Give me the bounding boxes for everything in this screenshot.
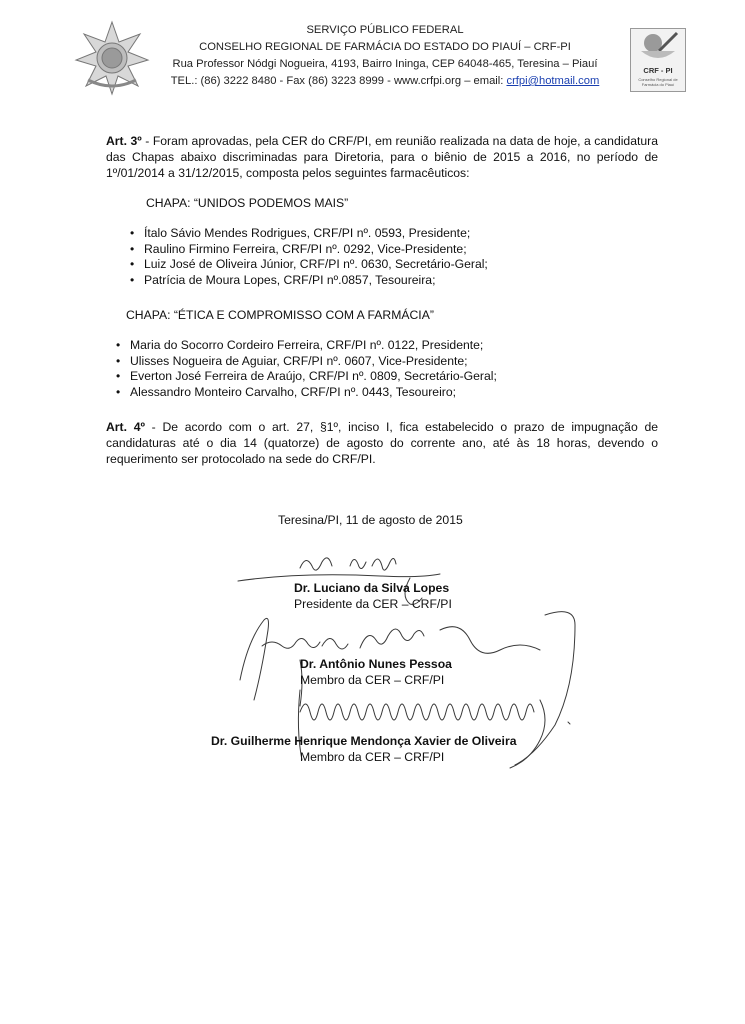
date-line: Teresina/PI, 11 de agosto de 2015 [278,513,463,527]
article-3-text: - Foram aprovadas, pela CER do CRF/PI, em reunião realizada na data de hoje, a candidatura das Chapas abaixo discriminadas para Diretoria, para o biênio de 2015 a 2016, no período de 1º/01/2014 a 31/12/2015, composta pelos seguintes farmacêuticos: [106,134,658,180]
signer-3-role: Membro da CER – CRF/PI [300,750,445,764]
header-contact: TEL.: (86) 3222 8480 - Fax (86) 3223 8999 - www.crfpi.org – email: [170,75,507,87]
logo-subtitle: Conselho Regional de Farmácia do Piauí [638,77,678,87]
email-link[interactable]: crfpi@hotmail.com [506,75,600,87]
logo-label: CRF - PI [643,66,673,75]
letterhead-text [152,22,618,90]
signer-2-name: Dr. Antônio Nunes Pessoa [300,657,452,671]
header-line-2: CONSELHO REGIONAL DE FARMÁCIA DO ESTADO DO PIAUÍ – CRF-PI [199,41,571,53]
list-item: • Luiz José de Oliveira Júnior, CRF/PI nº. 0630, Secretário-Geral; [130,257,488,273]
header-line-1: SERVIÇO PÚBLICO FEDERAL [306,24,464,36]
article-4-label: Art. 4º [106,420,145,434]
list-item: • Patrícia de Moura Lopes, CRF/PI nº.0857, Tesoureira; [130,273,488,289]
signer-1-name: Dr. Luciano da Silva Lopes [294,581,450,595]
list-item: • Alessandro Monteiro Carvalho, CRF/PI nº. 0443, Tesoureiro; [116,385,497,401]
coat-of-arms-emblem [74,20,150,96]
article-4-text: - De acordo com o art. 27, §1º, inciso I, fica estabelecido o prazo de impugnação de candidaturas até o dia 14 (quatorze) de agosto do corrente ano, até às 18 horas, devendo o requerimento ser protocolado na sede do CRF/PI. [106,420,659,466]
signer-1-block [294,580,452,612]
crf-pi-logo [630,28,686,92]
article-3-label: Art. 3º [106,134,142,148]
list-item: • Ítalo Sávio Mendes Rodrigues, CRF/PI nº. 0593, Presidente; [130,226,488,242]
list-item: • Everton José Ferreira de Araújo, CRF/PI nº. 0809, Secretário-Geral; [116,369,497,385]
signer-2-role: Membro da CER – CRF/PI [300,673,445,687]
list-item: • Maria do Socorro Cordeiro Ferreira, CRF/PI nº. 0122, Presidente; [116,338,497,354]
list-item: • Raulino Firmino Ferreira, CRF/PI nº. 0292, Vice-Presidente; [130,242,488,258]
letterhead [70,18,720,98]
chapa-2-member-list [116,338,497,400]
chapa-1-member-list [130,226,488,288]
mortar-pestle-icon [631,29,685,65]
article-4-paragraph [106,419,658,467]
header-line-3: Rua Professor Nódgi Nogueira, 4193, Bairro Ininga, CEP 64048-465, Teresina – Piauí [172,58,598,70]
signer-2-block [300,656,452,688]
signer-1-role: Presidente da CER – CRF/PI [294,597,452,611]
chapa-1-title: CHAPA: “UNIDOS PODEMOS MAIS” [146,196,349,210]
article-3-paragraph [106,133,658,181]
header-line-4 [152,73,618,90]
chapa-2-title: CHAPA: “ÉTICA E COMPROMISSO COM A FARMÁCIA” [126,308,434,322]
signer-3-name: Dr. Guilherme Henrique Mendonça Xavier de Oliveira [211,734,517,748]
list-item: • Ulisses Nogueira de Aguiar, CRF/PI nº. 0607, Vice-Presidente; [116,354,497,370]
